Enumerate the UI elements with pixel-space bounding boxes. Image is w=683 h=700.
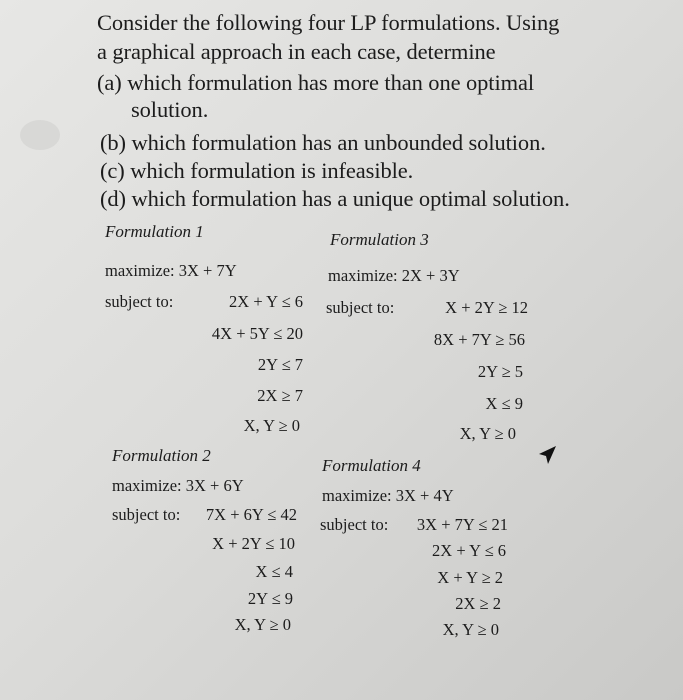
- formulation-1-constraint: 2X + Y ≤ 6: [229, 292, 303, 311]
- formulation-3-constraint: X ≤ 9: [485, 394, 523, 413]
- formulation-2-constraint: 7X + 6Y ≤ 42: [205, 505, 297, 524]
- formulation-1-constraint: X, Y ≥ 0: [243, 416, 300, 435]
- question-part-d: (d) which formulation has a unique optimal solution.: [100, 186, 570, 211]
- formulation-1-constraint: 2X ≥ 7: [257, 386, 303, 405]
- formulation-4-constraint: X, Y ≥ 0: [442, 620, 499, 639]
- formulation-3-constraint: 2Y ≥ 5: [477, 362, 523, 381]
- question-part-a-line2: solution.: [131, 97, 209, 122]
- formulation-3-title: Formulation 3: [330, 230, 429, 249]
- question-intro-line2: a graphical approach in each case, determine: [97, 39, 496, 64]
- formulation-1-constraint: 2Y ≤ 7: [257, 355, 303, 374]
- formulation-2-subject-label: subject to:: [112, 505, 181, 524]
- question-part-a-line1: (a) which formulation has more than one optimal: [97, 70, 535, 95]
- question-part-c: (c) which formulation is infeasible.: [100, 158, 414, 183]
- formulation-3-objective: maximize: 2X + 3Y: [328, 266, 460, 285]
- question-part-b: (b) which formulation has an unbounded solution.: [100, 130, 546, 155]
- formulation-4-subject-label: subject to:: [320, 515, 389, 534]
- formulation-3-constraint: 8X + 7Y ≥ 56: [433, 330, 525, 349]
- formulation-4-constraint: 3X + 7Y ≤ 21: [416, 515, 508, 534]
- formulation-2-constraint: 2Y ≤ 9: [247, 589, 293, 608]
- formulation-4-constraint: 2X ≥ 2: [455, 594, 501, 613]
- formulation-3-subject-label: subject to:: [326, 298, 395, 317]
- formulation-2-objective: maximize: 3X + 6Y: [112, 476, 244, 495]
- formulation-4-objective: maximize: 3X + 4Y: [322, 486, 454, 505]
- formulation-2-title: Formulation 2: [112, 446, 211, 465]
- formulation-1-subject-label: subject to:: [105, 292, 174, 311]
- formulation-1-objective: maximize: 3X + 7Y: [105, 261, 237, 280]
- formulation-4-constraint: X + Y ≥ 2: [437, 568, 503, 587]
- formulation-1-title: Formulation 1: [105, 222, 204, 241]
- question-intro-line1: Consider the following four LP formulations. Using: [97, 10, 560, 35]
- formulation-2-constraint: X ≤ 4: [255, 562, 293, 581]
- formulation-1-constraint: 4X + 5Y ≤ 20: [211, 324, 303, 343]
- formulation-2-constraint: X + 2Y ≤ 10: [212, 534, 295, 553]
- formulation-4-title: Formulation 4: [322, 456, 421, 475]
- formulation-2-constraint: X, Y ≥ 0: [234, 615, 291, 634]
- formulation-3-constraint: X, Y ≥ 0: [459, 424, 516, 443]
- page-smudge: [20, 120, 60, 150]
- formulation-3-constraint: X + 2Y ≥ 12: [445, 298, 528, 317]
- mouse-cursor-icon: [536, 444, 558, 466]
- formulation-4-constraint: 2X + Y ≤ 6: [432, 541, 506, 560]
